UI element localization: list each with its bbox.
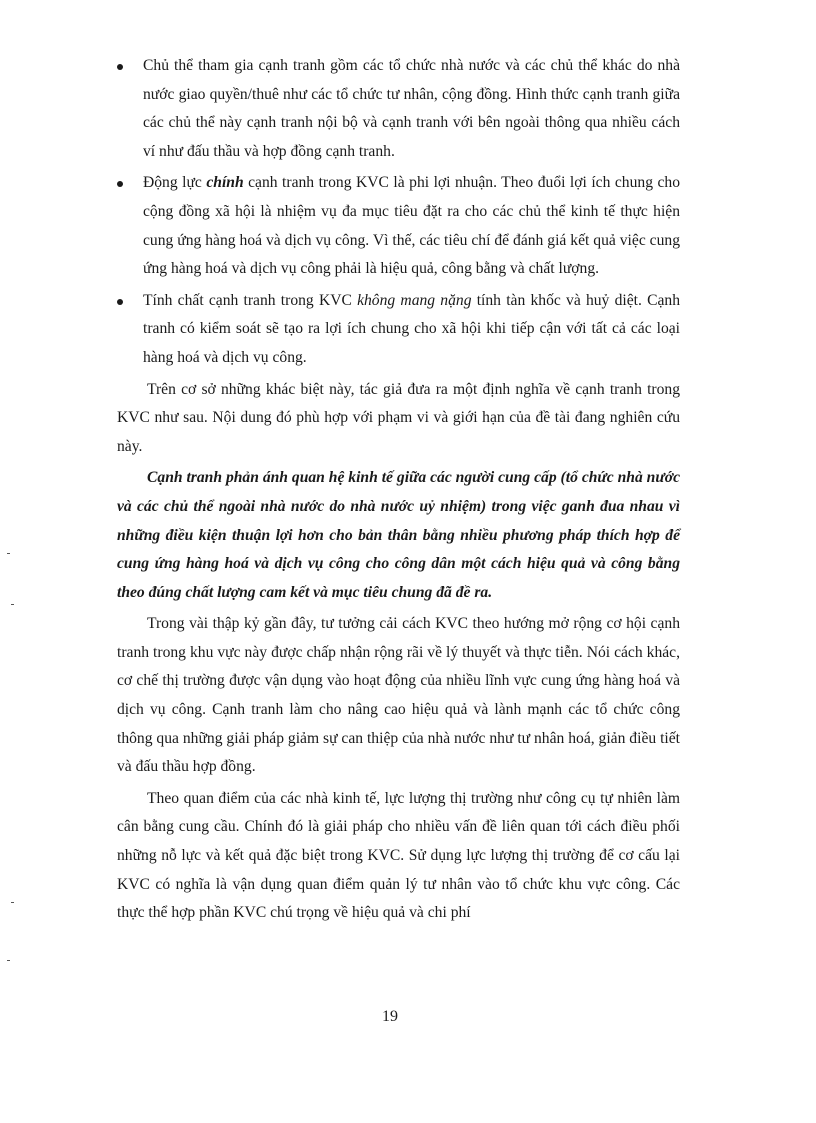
bullet-text: Chủ thể tham gia cạnh tranh gồm các tổ chức nhà nước và các chủ thể khác do nhà nước giao quyền/thuê như các tổ chức tư nhân, cộng đồng. Hình thức cạnh tranh giữa các chủ thể này cạnh tranh nội bộ và cạnh tranh với bên ngoài thông qua nhiều cách ví như đấu thầu và hợp đồng cạnh tranh. xyxy=(143,57,680,160)
bullet-icon xyxy=(117,181,123,187)
scan-margin-mark xyxy=(7,960,10,961)
bullet-text-pre: Động lực xyxy=(143,174,207,192)
bullet-text-post: cạnh tranh trong KVC là phi lợi nhuận. Theo đuổi lợi ích chung cho cộng đồng xã hội là nhiệm vụ đa mục tiêu đặt ra cho các chủ thể kinh tế thực hiện cung ứng hàng hoá và dịch vụ công. Vì thế, các tiêu chí để đánh giá kết quả việc cung ứng hàng hoá và dịch vụ công phải là hiệu quả, công bằng và chất lượng. xyxy=(143,174,680,278)
definition-paragraph: Cạnh tranh phản ánh quan hệ kinh tế giữa các người cung cấp (tổ chức nhà nước và các chủ thể ngoài nhà nước do nhà nước uỷ nhiệm) trong việc ganh đua nhau vì những điều kiện thuận lợi hơn cho bản thân bằng nhiều phương pháp thích hợp để cung ứng hàng hoá và dịch vụ công cho công dân một cách hiệu quả và công bằng theo đúng chất lượng cam kết và mục tiêu chung đã đề ra. xyxy=(117,469,680,601)
bullet-icon xyxy=(117,299,123,305)
bullet-icon xyxy=(117,64,123,70)
bullet-list xyxy=(117,52,680,373)
scan-margin-mark xyxy=(11,902,14,903)
paragraph-reform: Trong vài thập kỷ gần đây, tư tưởng cải cách KVC theo hướng mở rộng cơ hội cạnh tranh trong khu vực này được chấp nhận rộng rãi về lý thuyết và thực tiễn. Nói cách khác, cơ chế thị trường được vận dụng vào hoạt động của nhiều lĩnh vực cung ứng hàng hoá và dịch vụ công. Cạnh tranh làm cho nâng cao hiệu quả và lành mạnh các tổ chức công thông qua những giải pháp giảm sự can thiệp của nhà nước như tư nhân hoá, giản điều tiết và đấu thầu hợp đồng. xyxy=(117,615,680,776)
scan-margin-mark xyxy=(11,604,14,605)
bullet-item-nature xyxy=(117,287,680,373)
bullet-text-pre: Tính chất cạnh tranh trong KVC xyxy=(143,291,358,309)
bullet-item-participants xyxy=(117,52,680,166)
bullet-emphasis: không mang nặng xyxy=(357,291,472,309)
paragraph-market-forces: Theo quan điểm của các nhà kinh tế, lực lượng thị trường như công cụ tự nhiên làm cân bằng cung cầu. Chính đó là giải pháp cho nhiều vấn đề liên quan tới cách điều phối những nỗ lực và kết quả đặc biệt trong KVC. Sử dụng lực lượng thị trường để cơ cấu lại KVC có nghĩa là vận dụng quan điểm quản lý tư nhân vào tổ chức khu vực công. Các thực thể hợp phần KVC chú trọng về hiệu quả và chi phí xyxy=(117,789,680,922)
body-text xyxy=(117,52,680,931)
bullet-text-post: tính tàn khốc và huỷ diệt. Cạnh tranh có kiểm soát sẽ tạo ra lợi ích chung cho xã hội khi tiếp cận với tất cả các loại hàng hoá và dịch vụ công. xyxy=(143,291,680,366)
paragraph-intro-definition: Trên cơ sở những khác biệt này, tác giả đưa ra một định nghĩa về cạnh tranh trong KVC như sau. Nội dung đó phù hợp với phạm vi và giới hạn của đề tài đang nghiên cứu này. xyxy=(117,380,680,455)
page-number: 19 xyxy=(382,1008,398,1025)
bullet-emphasis: chính xyxy=(206,174,244,192)
scan-margin-mark xyxy=(7,553,10,554)
bullet-item-motivation xyxy=(117,169,680,283)
